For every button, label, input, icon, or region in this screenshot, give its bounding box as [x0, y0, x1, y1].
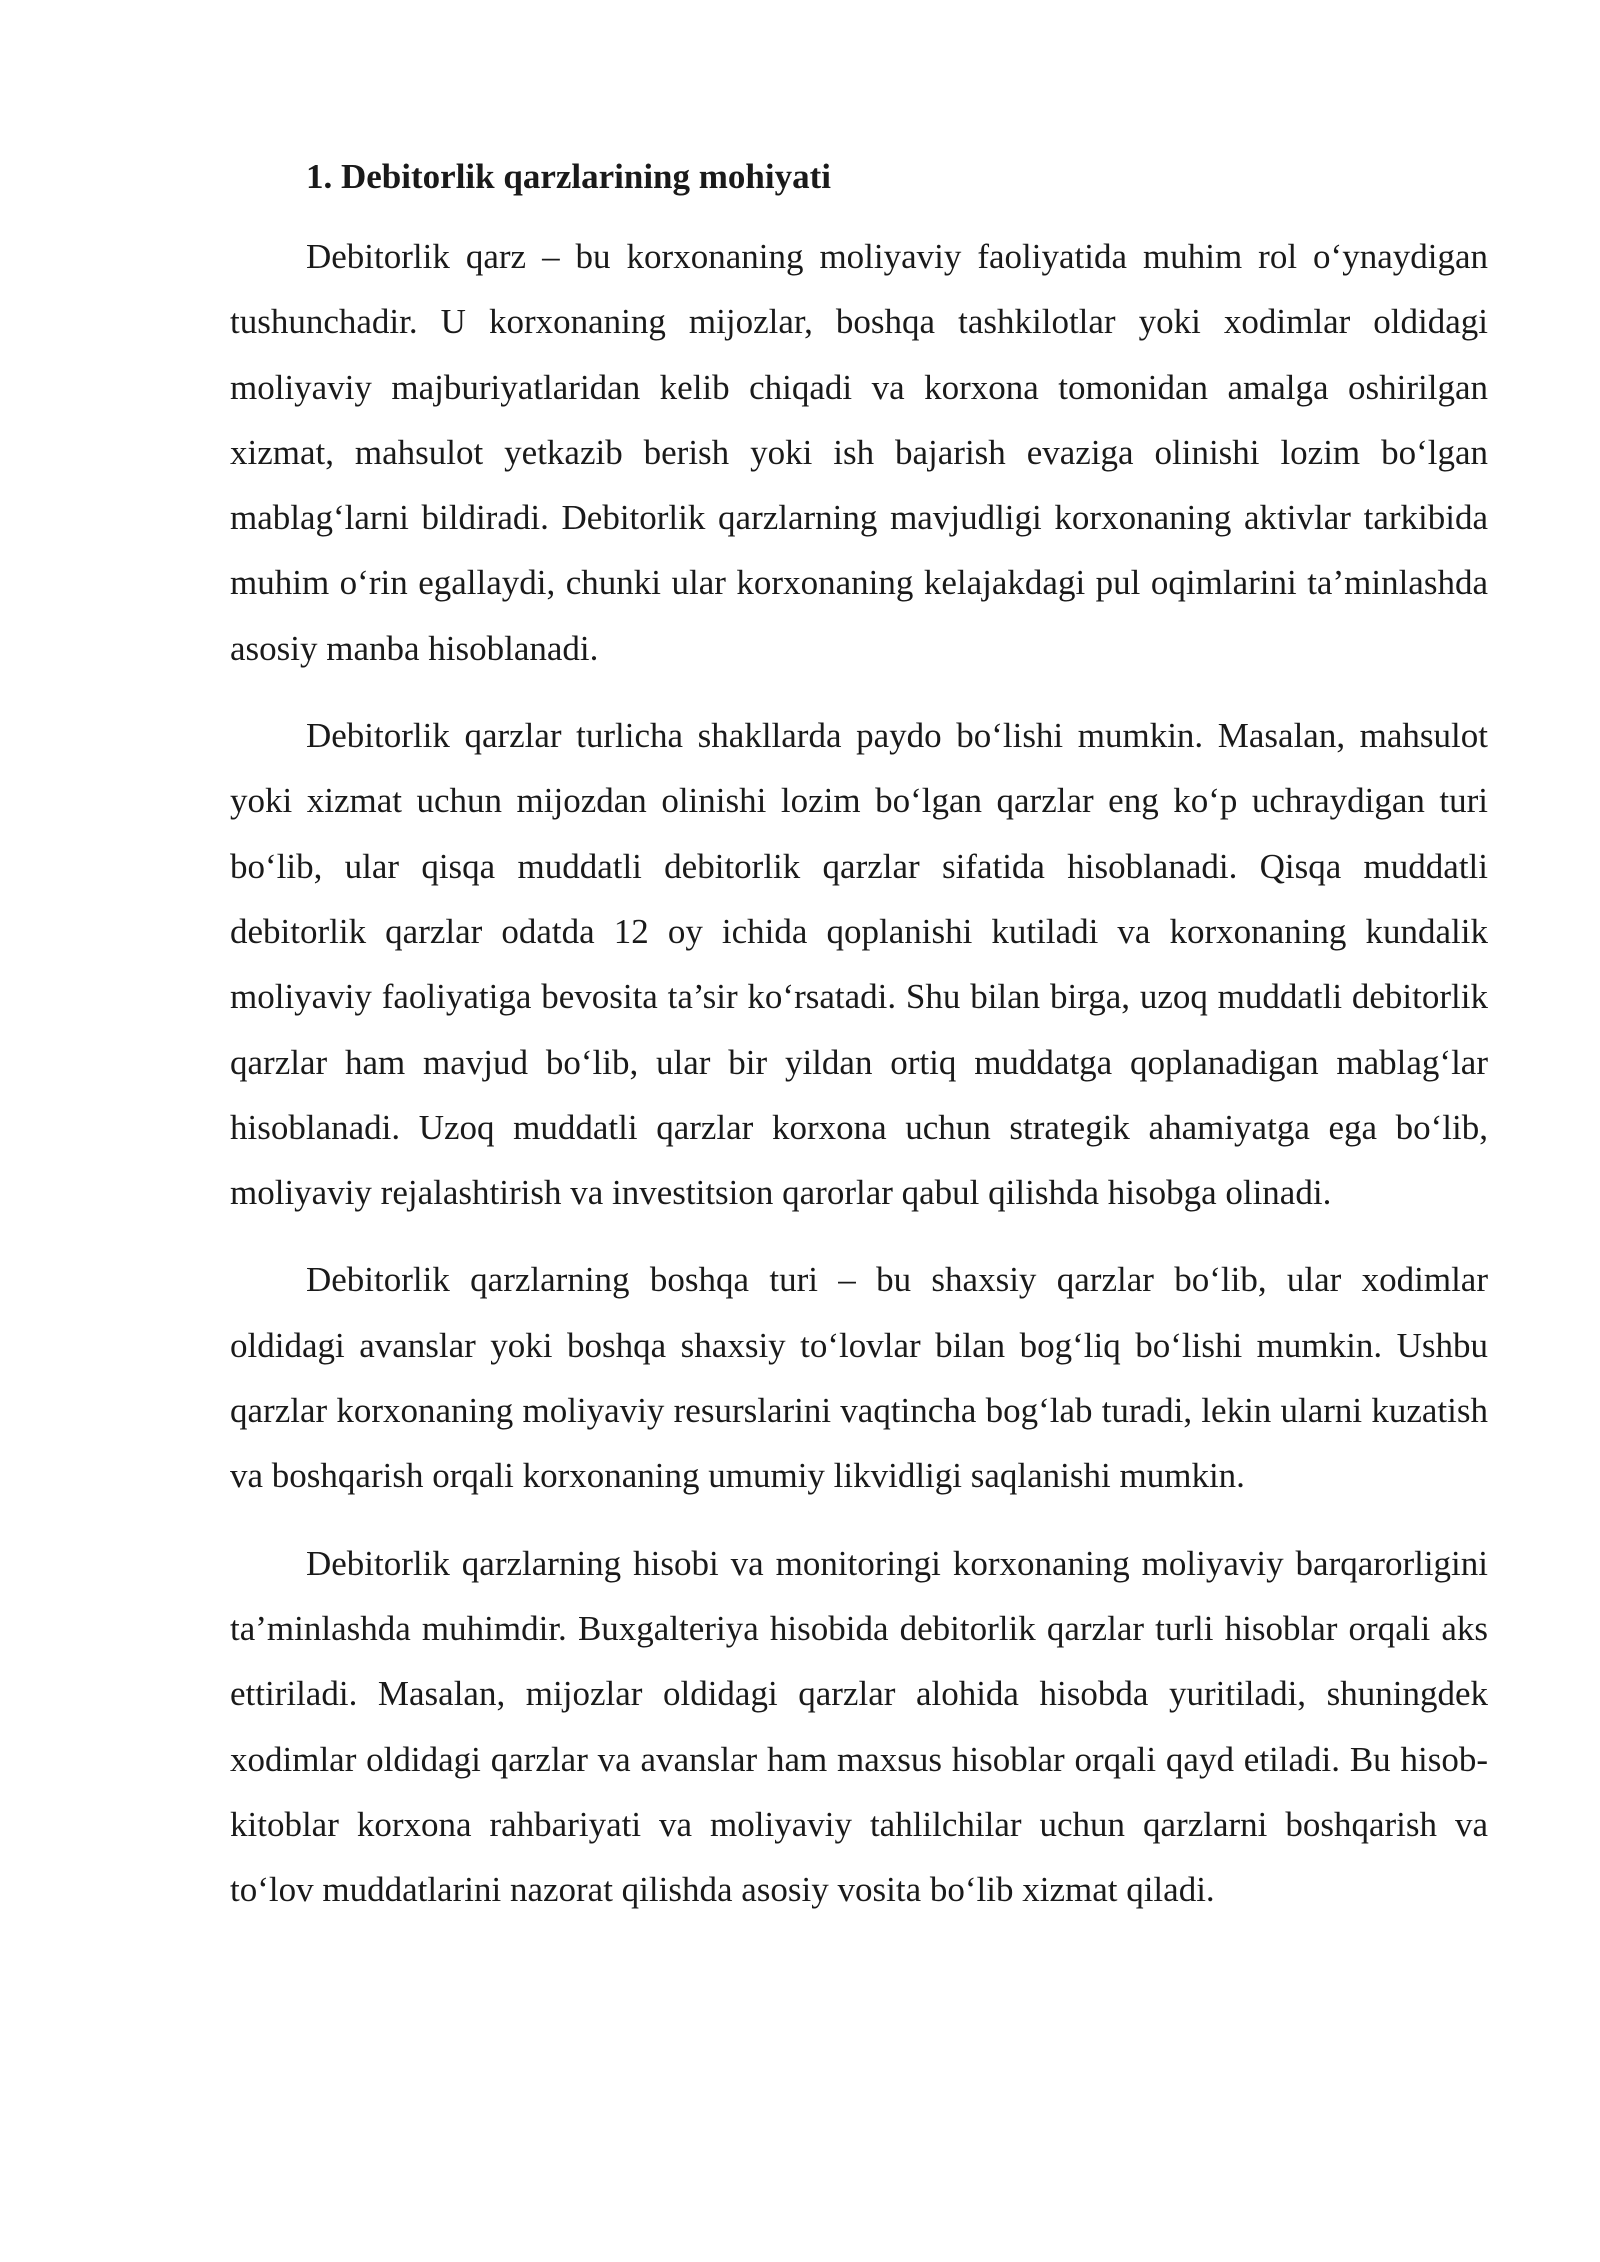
paragraph-3: Debitorlik qarzlarning boshqa turi – bu shaxsiy qarzlar bo‘lib, ular xodimlar oldidagi avanslar yoki boshqa shaxsiy to‘lovlar bilan bog‘liq bo‘lishi mumkin. Ushbu qarzlar korxonaning moliyaviy resurslarini vaqtincha bog‘lab turadi, lekin ularni kuzatish va boshqarish orqali korxonaning umumiy likvidligi saqlanishi mumkin. [230, 1260, 1488, 1496]
paragraph-2: Debitorlik qarzlar turlicha shakllarda paydo bo‘lishi mumkin. Masalan, mahsulot yoki xizmat uchun mijozdan olinishi lozim bo‘lgan qarzlar eng ko‘p uchraydigan turi bo‘lib, ular qisqa muddatli debitorlik qarzlar sifatida hisoblanadi. Qisqa muddatli debitorlik qarzlar odatda 12 oy ichida qoplanishi kutiladi va korxonaning kundalik moliyaviy faoliyatiga bevosita ta’sir ko‘rsatadi. Shu bilan birga, uzoq muddatli debitorlik qarzlar ham mavjud bo‘lib, ular bir yildan ortiq muddatga qoplanadigan mablag‘lar hisoblanadi. Uzoq muddatli qarzlar korxona uchun strategik ahamiyatga ega bo‘lib, moliyaviy rejalashtirish va investitsion qarorlar qabul qilishda hisobga olinadi. [230, 716, 1488, 1213]
paragraph-1: Debitorlik qarz – bu korxonaning moliyaviy faoliyatida muhim rol o‘ynaydigan tushunchadir. U korxonaning mijozlar, boshqa tashkilotlar yoki xodimlar oldidagi moliyaviy majburiyatlaridan kelib chiqadi va korxona tomonidan amalga oshirilgan xizmat, mahsulot yetkazib berish yoki ish bajarish evaziga olinishi lozim bo‘lgan mablag‘larni bildiradi. Debitorlik qarzlarning mavjudligi korxonaning aktivlar tarkibida muhim o‘rin egallaydi, chunki ular korxonaning kelajakdagi pul oqimlarini ta’minlashda asosiy manba hisoblanadi. [230, 237, 1488, 668]
document-body [230, 150, 1488, 1944]
paragraph-4: Debitorlik qarzlarning hisobi va monitoringi korxonaning moliyaviy barqarorligini ta’minlashda muhimdir. Buxgalteriya hisobida debitorlik qarzlar turli hisoblar orqali aks ettiriladi. Masalan, mijozlar oldidagi qarzlar alohida hisobda yuritiladi, shuningdek xodimlar oldidagi qarzlar va avanslar ham maxsus hisoblar orqali qayd etiladi. Bu hisob-kitoblar korxona rahbariyati va moliyaviy tahlilchilar uchun qarzlarni boshqarish va to‘lov muddatlarini nazorat qilishda asosiy vosita bo‘lib xizmat qiladi. [230, 1543, 1488, 1910]
section-heading: 1. Debitorlik qarzlarining mohiyati [306, 157, 831, 196]
